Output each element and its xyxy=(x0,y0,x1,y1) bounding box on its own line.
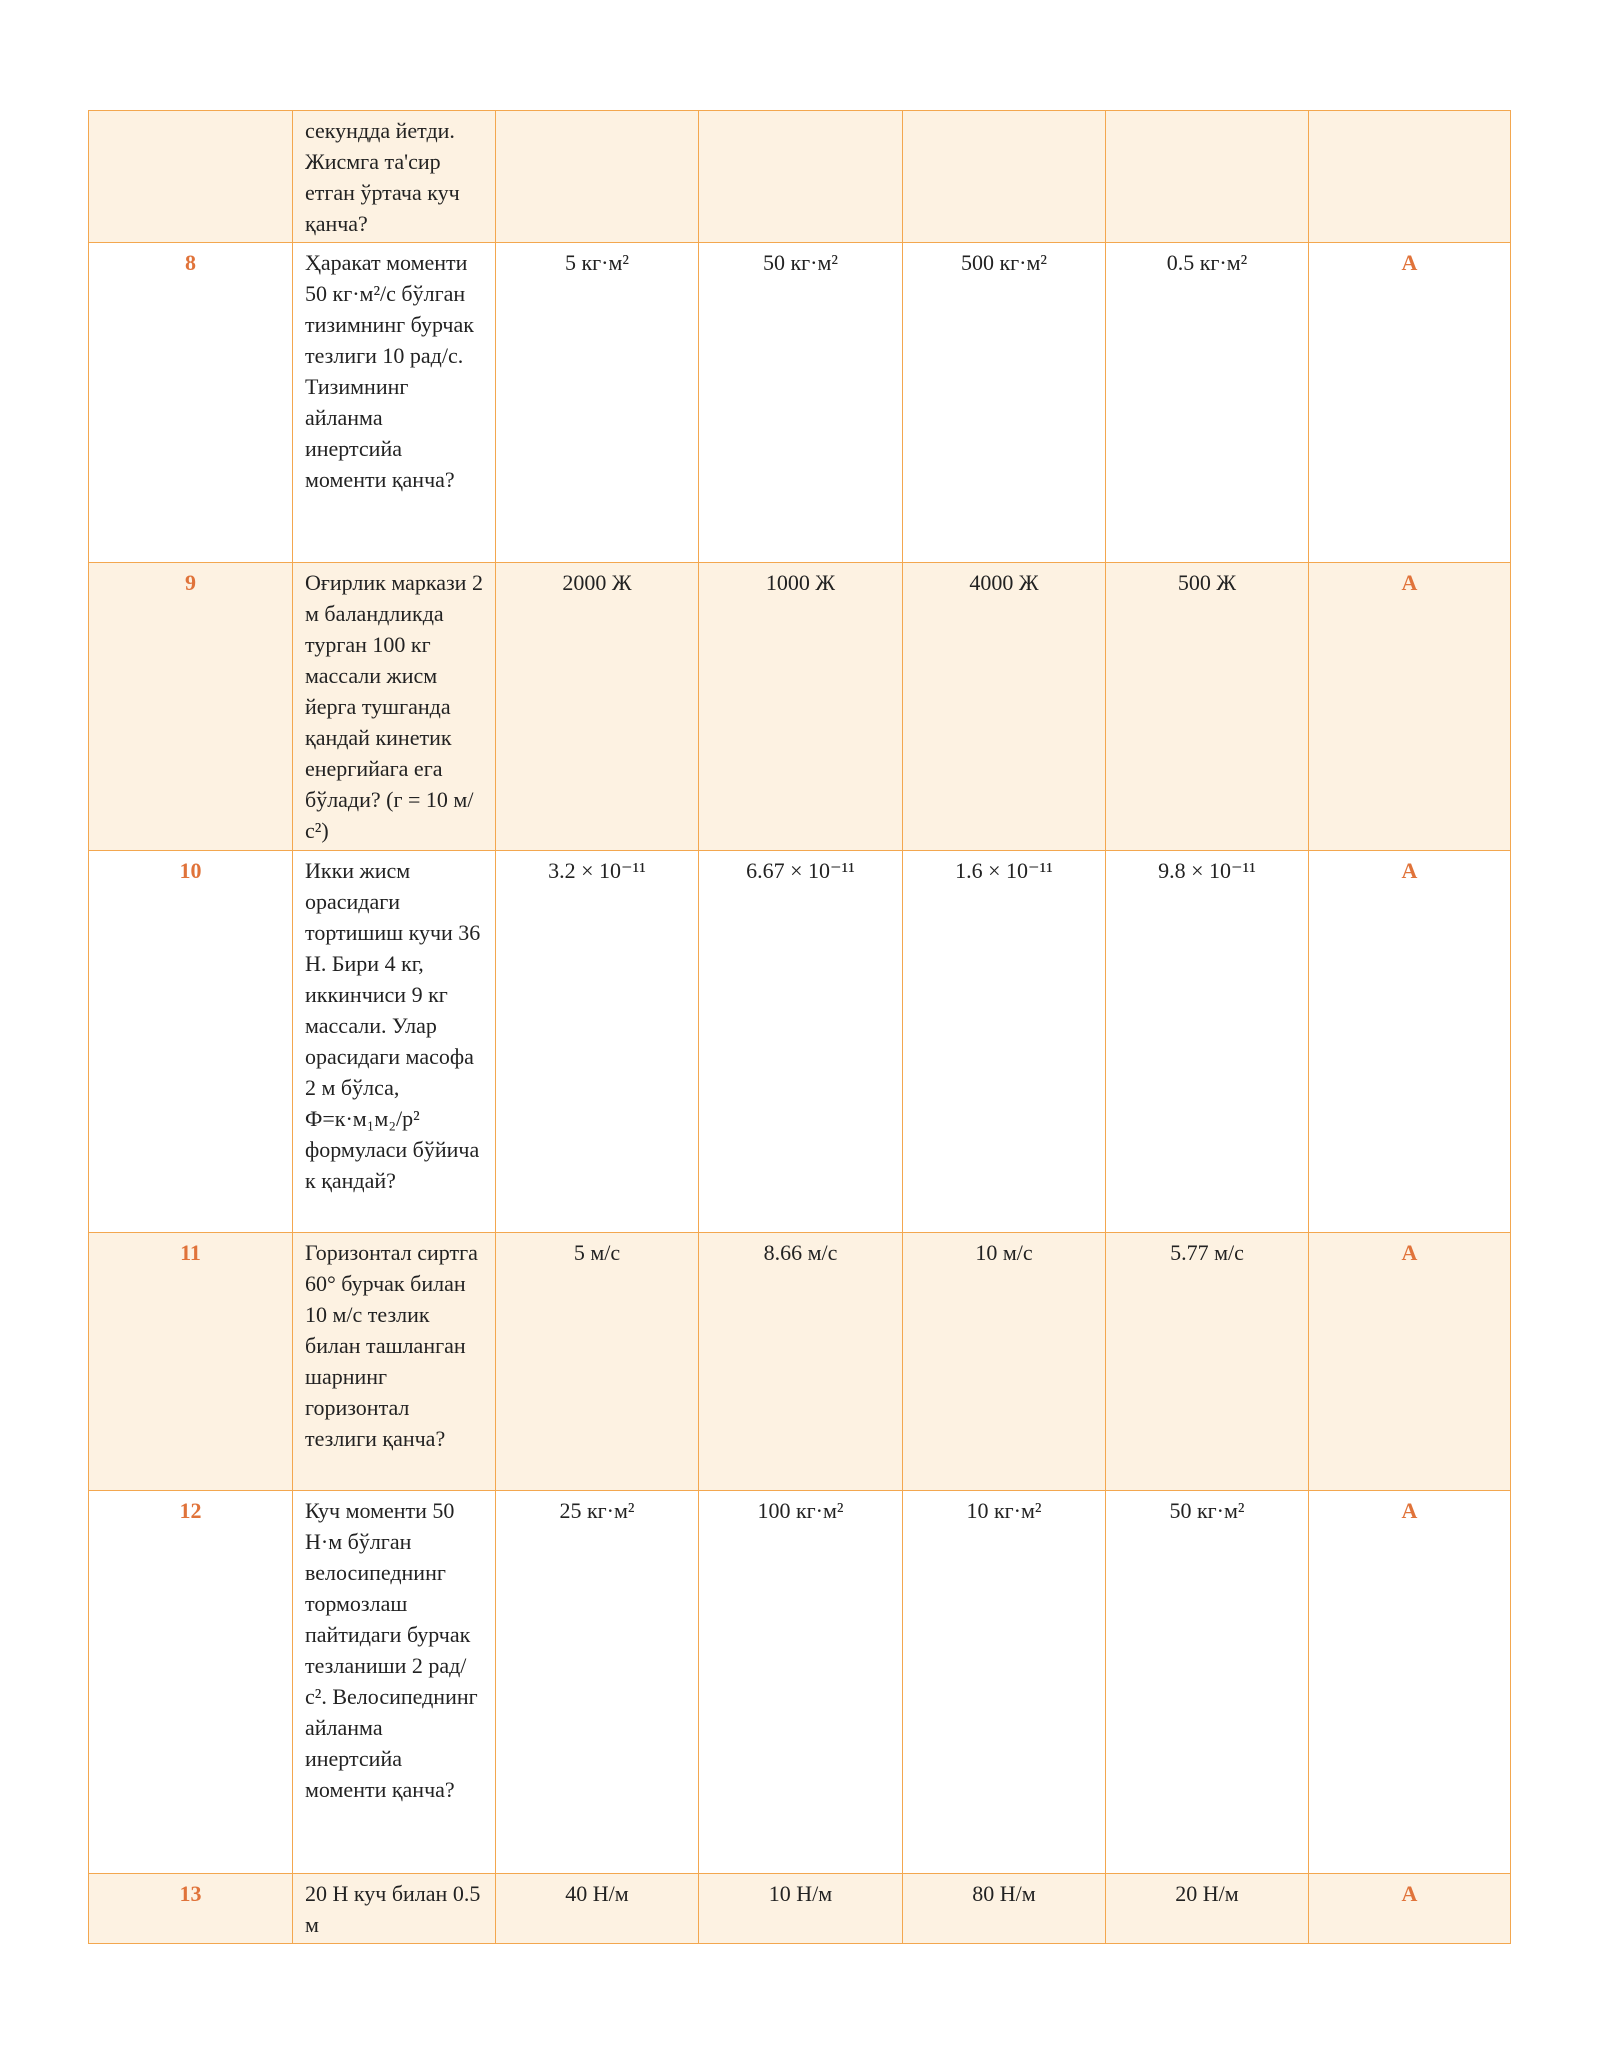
option-b xyxy=(699,111,903,243)
correct-answer: A xyxy=(1309,1874,1511,1944)
table-row xyxy=(89,111,1511,243)
question-number: 12 xyxy=(89,1491,293,1874)
option-b: 8.66 м/с xyxy=(699,1233,903,1491)
question-text: Оғирлик маркази 2 м баландликда турган 100 кг массали жисм йерга тушганда қандай кинетик енергийага ега бўлади? (г = 10 м/с²) xyxy=(293,563,496,851)
option-a: 40 Н/м xyxy=(496,1874,699,1944)
correct-answer xyxy=(1309,111,1511,243)
table-row xyxy=(89,1233,1511,1491)
option-c: 4000 Ж xyxy=(903,563,1106,851)
option-d: 9.8 × 10⁻¹¹ xyxy=(1106,851,1309,1233)
option-c: 10 кг·м² xyxy=(903,1491,1106,1874)
option-b: 50 кг·м² xyxy=(699,243,903,563)
correct-answer: A xyxy=(1309,1233,1511,1491)
question-text: Ҳаракат моменти 50 кг·м²/с бўлган тизимнинг бурчак тезлиги 10 рад/с. Тизимнинг айланма инертсийа моменти қанча? xyxy=(293,243,496,563)
question-text: Горизонтал сиртга 60° бурчак билан 10 м/с тезлик билан ташланган шарнинг горизонтал тезлиги қанча? xyxy=(293,1233,496,1491)
question-text: Икки жисм орасидаги тортишиш кучи 36 Н. Бири 4 кг, иккинчиси 9 кг массали. Улар орасидаги масофа 2 м бўлса, Ф=к·м₁м₂/р² формуласи бўйича к қандай? xyxy=(293,851,496,1233)
option-d: 20 Н/м xyxy=(1106,1874,1309,1944)
option-c: 500 кг·м² xyxy=(903,243,1106,563)
table-row xyxy=(89,1874,1511,1944)
option-d: 5.77 м/с xyxy=(1106,1233,1309,1491)
option-c xyxy=(903,111,1106,243)
correct-answer: A xyxy=(1309,851,1511,1233)
option-a: 25 кг·м² xyxy=(496,1491,699,1874)
option-d: 50 кг·м² xyxy=(1106,1491,1309,1874)
correct-answer: A xyxy=(1309,1491,1511,1874)
correct-answer: A xyxy=(1309,563,1511,851)
question-number: 13 xyxy=(89,1874,293,1944)
question-text: 20 Н куч билан 0.5 м xyxy=(293,1874,496,1944)
quiz-table xyxy=(88,110,1511,1944)
table-row xyxy=(89,1491,1511,1874)
question-number: 11 xyxy=(89,1233,293,1491)
question-number xyxy=(89,111,293,243)
option-a: 5 м/с xyxy=(496,1233,699,1491)
option-d xyxy=(1106,111,1309,243)
correct-answer: A xyxy=(1309,243,1511,563)
question-number: 10 xyxy=(89,851,293,1233)
option-a xyxy=(496,111,699,243)
table-row xyxy=(89,243,1511,563)
question-number: 8 xyxy=(89,243,293,563)
option-b: 10 Н/м xyxy=(699,1874,903,1944)
table-row xyxy=(89,851,1511,1233)
question-number: 9 xyxy=(89,563,293,851)
option-d: 0.5 кг·м² xyxy=(1106,243,1309,563)
option-c: 1.6 × 10⁻¹¹ xyxy=(903,851,1106,1233)
option-b: 1000 Ж xyxy=(699,563,903,851)
document-page xyxy=(88,110,1510,1944)
option-c: 80 Н/м xyxy=(903,1874,1106,1944)
option-c: 10 м/с xyxy=(903,1233,1106,1491)
question-text: Куч моменти 50 Н·м бўлган велосипеднинг тормозлаш пайтидаги бурчак тезланиши 2 рад/с². Велосипеднинг айланма инертсийа моменти қанча? xyxy=(293,1491,496,1874)
option-b: 100 кг·м² xyxy=(699,1491,903,1874)
table-row xyxy=(89,563,1511,851)
option-a: 2000 Ж xyxy=(496,563,699,851)
option-d: 500 Ж xyxy=(1106,563,1309,851)
option-a: 5 кг·м² xyxy=(496,243,699,563)
question-text: секундда йетди. Жисмга та'сир етган ўртача куч қанча? xyxy=(293,111,496,243)
option-b: 6.67 × 10⁻¹¹ xyxy=(699,851,903,1233)
option-a: 3.2 × 10⁻¹¹ xyxy=(496,851,699,1233)
